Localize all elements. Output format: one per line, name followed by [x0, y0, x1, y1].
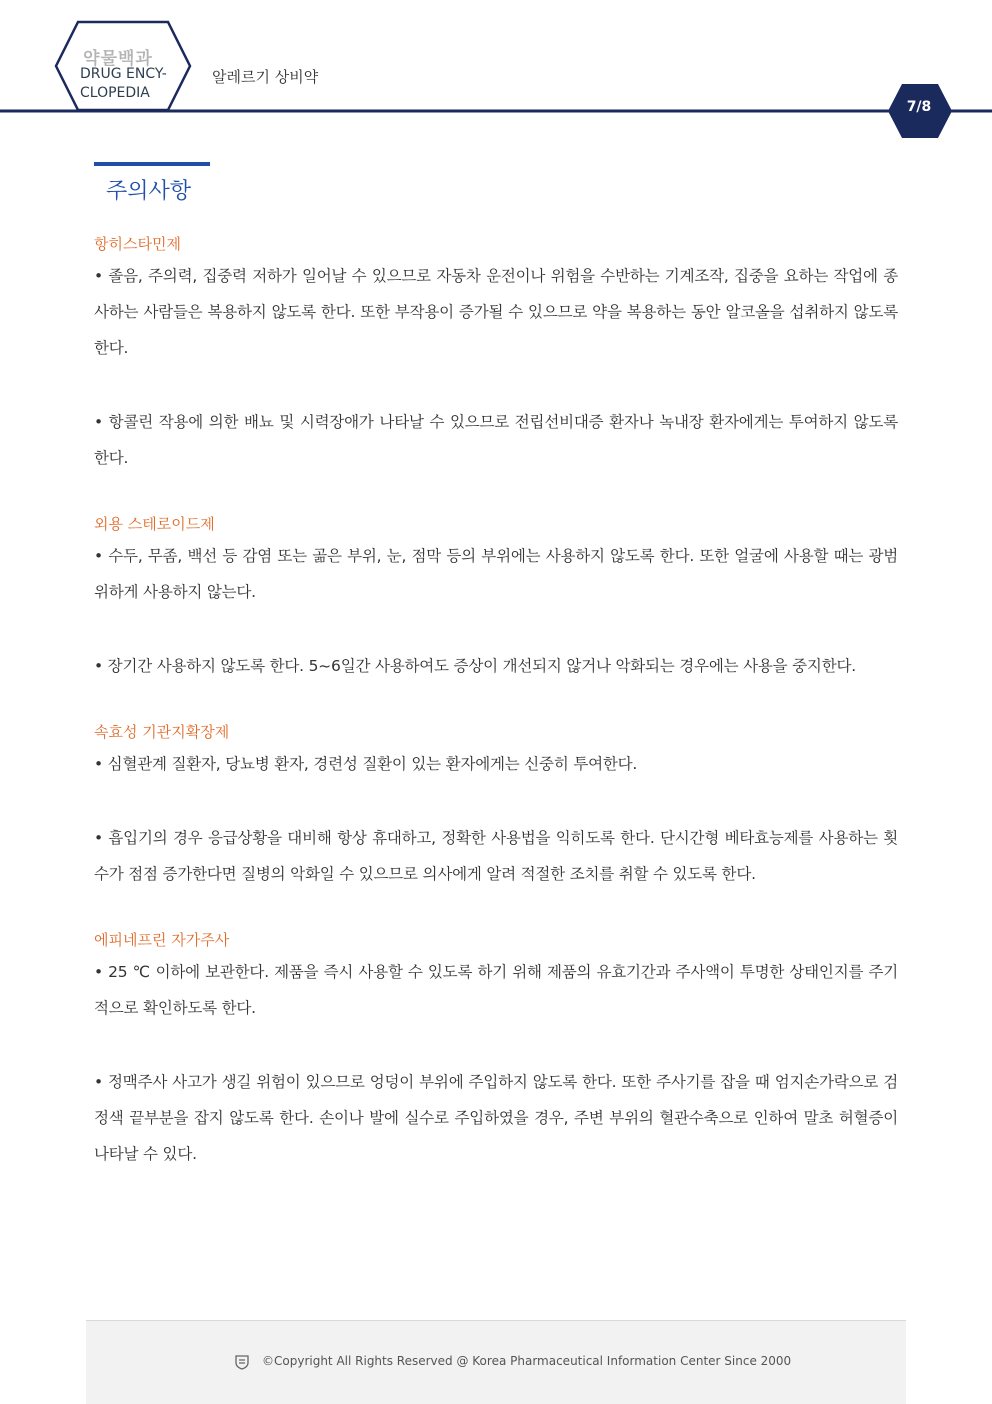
subheading-antihistamine: 항히스타민제 — [94, 235, 181, 253]
subheading-bronchodilator: 속효성 기관지확장제 — [94, 723, 230, 741]
logo-english-line2: CLOPEDIA — [80, 85, 150, 101]
paragraph: • 수두, 무좀, 백선 등 감염 또는 곪은 부위, 눈, 점막 등의 부위에는 사용하지 않도록 한다. 또한 얼굴에 사용할 때는 광범위하게 사용하지 않는다. — [94, 547, 898, 601]
paragraph: • 장기간 사용하지 않도록 한다. 5~6일간 사용하여도 증상이 개선되지 않거나 악화되는 경우에는 사용을 중지한다. — [94, 657, 856, 675]
page-number: 7/8 — [906, 99, 932, 115]
copyright-text: ©Copyright All Rights Reserved @ Korea Pharmaceutical Information Center Since 2000 — [262, 1354, 792, 1368]
paragraph: • 25 ℃ 이하에 보관한다. 제품을 즉시 사용할 수 있도록 하기 위해 제품의 유효기간과 주사액이 투명한 상태인지를 주기적으로 확인하도록 한다. — [94, 963, 898, 1017]
paragraph: • 심혈관계 질환자, 당뇨병 환자, 경련성 질환이 있는 환자에게는 신중히 투여한다. — [94, 755, 638, 773]
section-title-bar — [94, 162, 210, 166]
kpic-logo-icon — [234, 1354, 250, 1370]
paragraph: • 정맥주사 사고가 생길 위험이 있으므로 엉덩이 부위에 주입하지 않도록 한다. 또한 주사기를 잡을 때 엄지손가락으로 검정색 끝부분을 잡지 않도록 한다. 손이나 발에 실수로 주입하였을 경우, 주변 부위의 혈관수축으로 인하여 말초 허혈증이 나타날 수 있다. — [94, 1073, 898, 1163]
paragraph: • 흡입기의 경우 응급상황을 대비해 항상 휴대하고, 정확한 사용법을 익히도록 한다. 단시간형 베타효능제를 사용하는 횟수가 점점 증가한다면 질병의 악화일 수 있으므로 의사에게 알려 적절한 조치를 취할 수 있도록 한다. — [94, 829, 898, 883]
logo-english-line1: DRUG ENCY- — [80, 66, 167, 82]
page-header — [0, 0, 992, 140]
precautions-content — [94, 230, 898, 1172]
paragraph: • 졸음, 주의력, 집중력 저하가 일어날 수 있으므로 자동차 운전이나 위험을 수반하는 기계조작, 집중을 요하는 작업에 종사하는 사람들은 복용하지 않도록 한다. 또한 부작용이 증가될 수 있으므로 약을 복용하는 동안 알코올을 섭취하지 않도록 한다. — [94, 267, 898, 357]
page-footer — [86, 1320, 906, 1404]
section-title: 주의사항 — [106, 179, 192, 204]
logo-korean: 약물백과 — [83, 49, 153, 69]
subheading-epinephrine: 에피네프린 자가주사 — [94, 931, 230, 949]
subheading-topical-steroid: 외용 스테로이드제 — [94, 515, 215, 533]
document-title: 알레르기 상비약 — [212, 68, 319, 86]
paragraph: • 항콜린 작용에 의한 배뇨 및 시력장애가 나타날 수 있으므로 전립선비대증 환자나 녹내장 환자에게는 투여하지 않도록 한다. — [94, 413, 898, 467]
